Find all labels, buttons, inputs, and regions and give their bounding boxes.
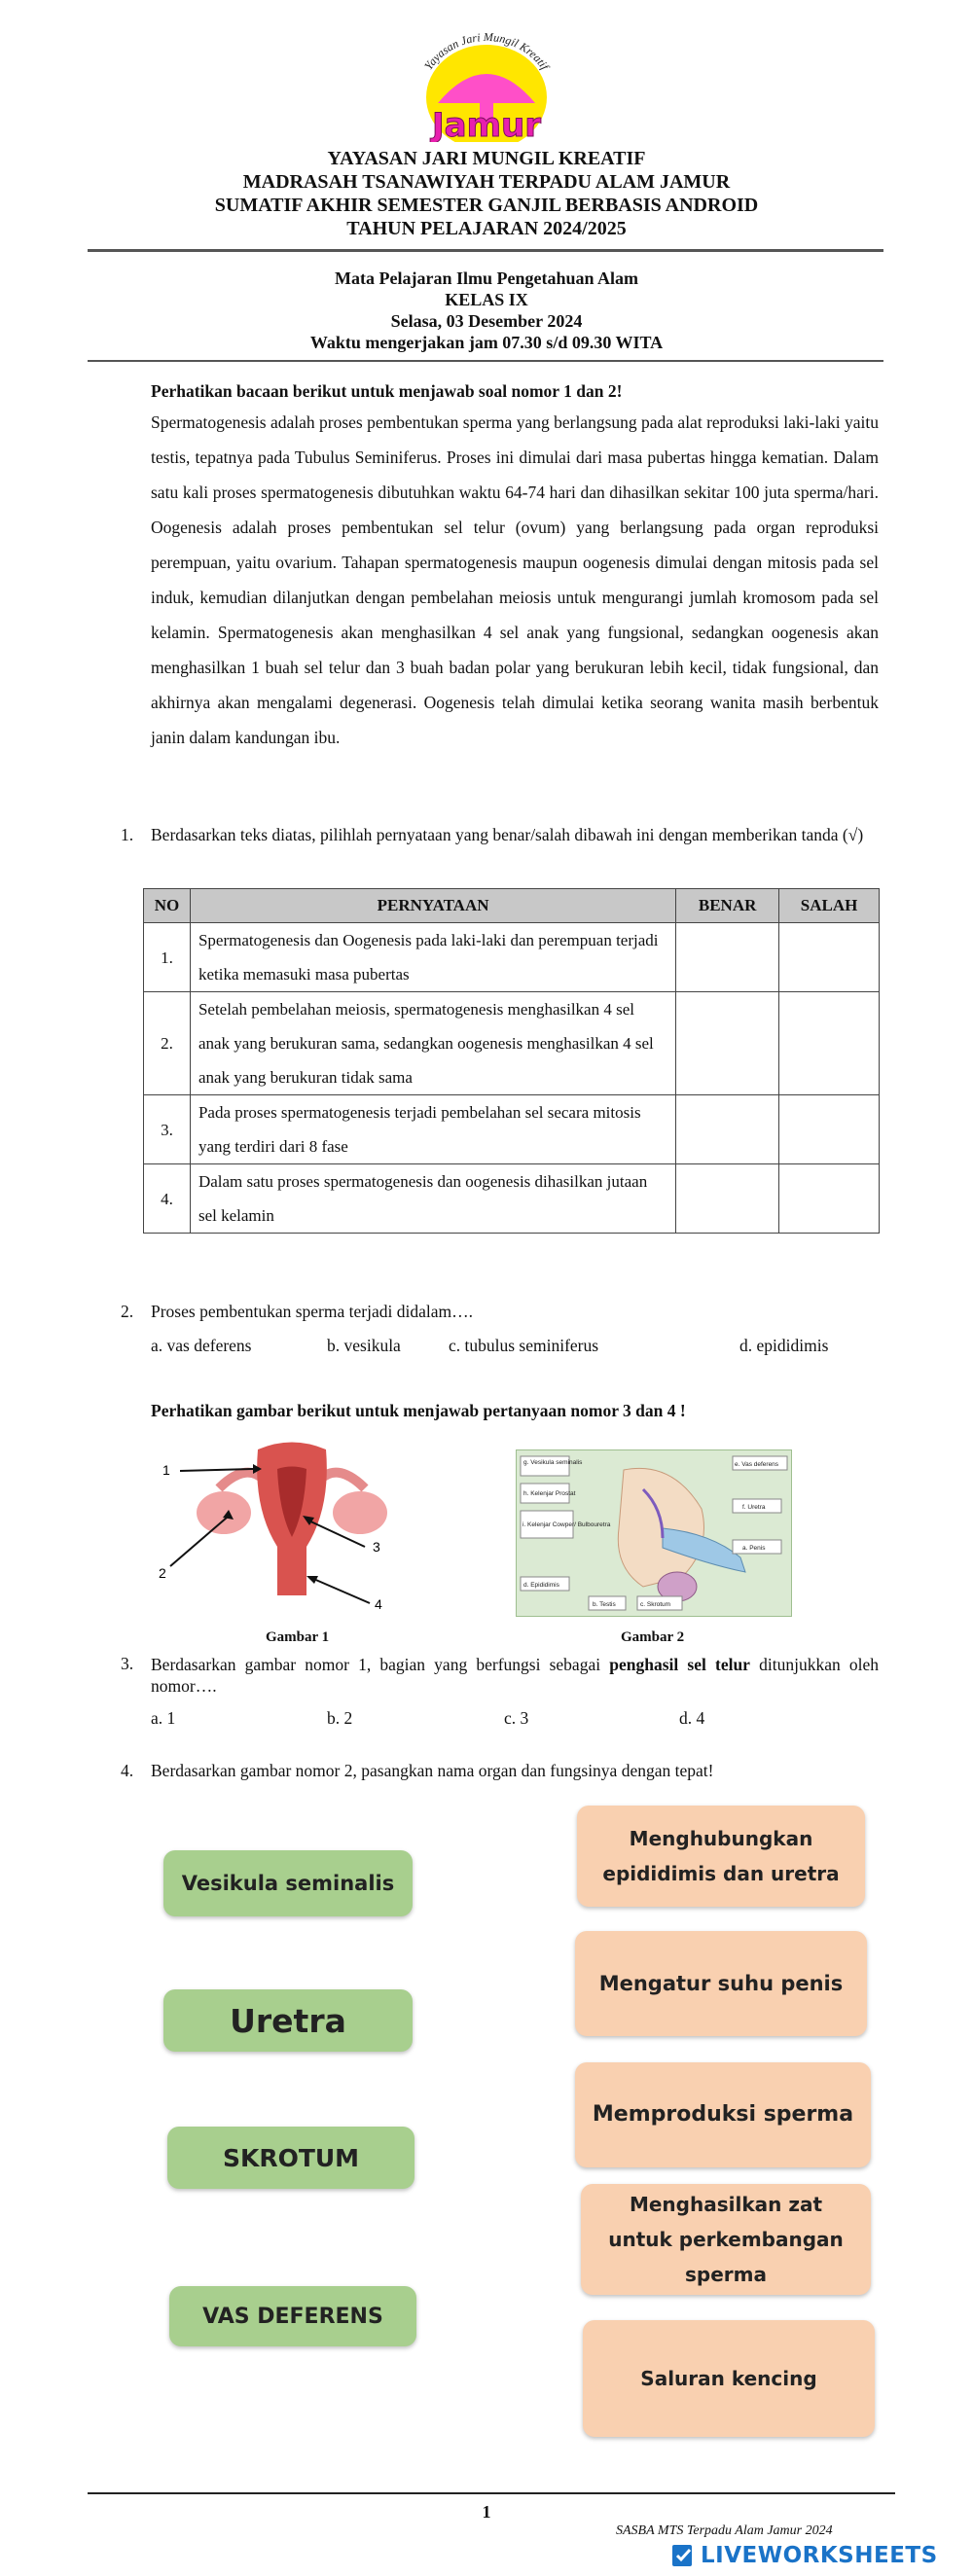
page-number: 1 [482, 2502, 491, 2522]
fig2-label-h: h. Kelenjar Prostat [523, 1490, 576, 1497]
q3-text [151, 1654, 879, 1697]
function-connect-epididymis-urethra[interactable]: Menghubungkan epididimis dan uretra [577, 1806, 865, 1907]
true-checkbox-cell[interactable] [676, 923, 779, 992]
fig2-label-c: c. Skrotum [640, 1601, 671, 1608]
col-statement: PERNYATAAN [190, 889, 675, 923]
q2-number: 2. [121, 1302, 134, 1321]
reading-passage: Spermatogenesis adalah proses pembentukan sperma yang berlangsung pada alat reproduksi laki-laki yaitu testis, tepatnya pada Tubulus Seminiferus. Proses ini dimulai dari masa pubertas hingga kematian. Dalam satu kali proses spermatogenesis dibutuhkan waktu 64-74 hari dan dihasilkan sekitar 100 juta sperma/hari. Oogenesis adalah proses pembentukan sel telur (ovum) yang berlangsung pada organ reproduksi perempuan, yaitu ovarium. Tahapan spermatogenesis maupun oogenesis dimulai dengan mitosis pada sel induk, kemudian dilanjutkan dengan pembelahan meiosis untuk mengurangi jumlah kromosom pada sel kelamin. Spermatogenesis akan menghasilkan 4 sel anak yang fungsional, sedangkan oogenesis akan menghasilkan 1 buah sel telur dan 3 buah badan polar yang berukuran lebih kecil, tidak fungsional, dan akhirnya akan mengalami degenerasi. Oogenesis telah dimulai ketika seorang wanita masih berbentuk janin dalam kandungan ibu. [151, 412, 879, 747]
q3-text-part-end: ditunjukkan oleh nomor…. [151, 1655, 879, 1696]
organ-vesikula-seminalis[interactable]: Vesikula seminalis [163, 1850, 413, 1916]
false-checkbox-cell[interactable] [779, 992, 880, 1095]
fig2-label-b: b. Testis [593, 1601, 616, 1608]
q2-option-d[interactable]: d. epididimis [739, 1336, 829, 1355]
false-checkbox-cell[interactable] [779, 923, 880, 992]
row-number: 3. [144, 1095, 191, 1164]
true-checkbox-cell[interactable] [676, 992, 779, 1095]
figure-1-uterus [151, 1440, 433, 1615]
row-number: 4. [144, 1164, 191, 1234]
table-row [144, 1095, 880, 1164]
table-row [144, 923, 880, 992]
exam-class: KELAS IX [445, 290, 528, 309]
header-line-4: TAHUN PELAJARAN 2024/2025 [346, 218, 627, 239]
function-produce-substance[interactable]: Menghasilkan zat untuk perkembangan sperma [581, 2184, 871, 2295]
header-line-2: MADRASAH TSANAWIYAH TERPADU ALAM JAMUR [242, 171, 731, 193]
fig2-label-e: e. Vas deferens [735, 1461, 779, 1468]
liveworksheets-logo-icon [671, 2543, 697, 2568]
q3-text-part: Berdasarkan gambar nomor 1, bagian yang berfungsi sebagai [151, 1655, 610, 1674]
exam-subject: Mata Pelajaran Ilmu Pengetahuan Alam [335, 268, 638, 288]
header-line-3: SUMATIF AKHIR SEMESTER GANJIL BERBASIS ANDROID [214, 195, 759, 216]
function-urinary-channel[interactable]: Saluran kencing [583, 2320, 875, 2437]
q3-option-d[interactable]: d. 4 [679, 1708, 705, 1728]
q1-number: 1. [121, 825, 134, 844]
true-checkbox-cell[interactable] [676, 1095, 779, 1164]
false-checkbox-cell[interactable] [779, 1095, 880, 1164]
fig2-label-a: a. Penis [742, 1545, 766, 1552]
q3-number: 3. [121, 1654, 134, 1673]
figure-1-caption: Gambar 1 [266, 1629, 330, 1645]
fig1-label-2: 2 [159, 1565, 166, 1581]
school-logo [384, 25, 589, 142]
row-statement: Spermatogenesis dan Oogenesis pada laki-laki dan perempuan terjadi ketika memasuki masa pubertas [190, 923, 675, 992]
row-statement: Setelah pembelahan meiosis, spermatogenesis menghasilkan 4 sel anak yang berukuran sama, sedangkan oogenesis menghasilkan 4 sel anak yang berukuran tidak sama [190, 992, 675, 1095]
organ-vas-deferens[interactable]: VAS DEFERENS [169, 2286, 416, 2346]
statement-table [143, 888, 880, 1234]
organ-skrotum[interactable]: SKROTUM [167, 2127, 414, 2189]
q2-option-a[interactable]: a. vas deferens [151, 1336, 252, 1355]
q4-text: Berdasarkan gambar nomor 2, pasangkan nama organ dan fungsinya dengan tepat! [151, 1761, 714, 1780]
organ-uretra[interactable]: Uretra [163, 1989, 413, 2052]
figure-2-caption: Gambar 2 [621, 1629, 685, 1645]
row-statement: Dalam satu proses spermatogenesis dan oogenesis dihasilkan jutaan sel kelamin [190, 1164, 675, 1234]
function-produce-sperm[interactable]: Memproduksi sperma [575, 2062, 871, 2167]
col-true: BENAR [676, 889, 779, 923]
fig1-label-3: 3 [373, 1539, 380, 1555]
col-false: SALAH [779, 889, 880, 923]
info-divider [88, 360, 883, 362]
figure-2-male-system [516, 1449, 792, 1617]
reading-instruction: Perhatikan bacaan berikut untuk menjawab soal nomor 1 dan 2! [151, 381, 623, 401]
footer-divider [88, 2492, 895, 2494]
fig2-label-f: f. Uretra [742, 1504, 766, 1511]
q3-option-a[interactable]: a. 1 [151, 1708, 176, 1728]
logo-arc-text: Yayasan Jari Mungil Kreatif [421, 29, 552, 73]
fig2-label-d: d. Epididimis [523, 1582, 559, 1589]
q3-option-c[interactable]: c. 3 [504, 1708, 529, 1728]
function-regulate-temperature[interactable]: Mengatur suhu penis [575, 1931, 867, 2036]
col-no: NO [144, 889, 191, 923]
fig1-label-4: 4 [375, 1596, 382, 1612]
row-number: 1. [144, 923, 191, 992]
q2-option-b[interactable]: b. vesikula [327, 1336, 401, 1355]
row-number: 2. [144, 992, 191, 1095]
q2-text: Proses pembentukan sperma terjadi didalam…. [151, 1302, 473, 1321]
logo-name: Jamur [432, 106, 541, 142]
q3-option-b[interactable]: b. 2 [327, 1708, 353, 1728]
row-statement: Pada proses spermatogenesis terjadi pembelahan sel secara mitosis yang terdiri dari 8 fase [190, 1095, 675, 1164]
liveworksheets-brand[interactable] [671, 2541, 938, 2570]
true-checkbox-cell[interactable] [676, 1164, 779, 1234]
fig2-label-i: i. Kelenjar Cowper/ Bulbouretra [523, 1521, 611, 1528]
q3-text-bold: penghasil sel telur [609, 1655, 750, 1674]
header-line-1: YAYASAN JARI MUNGIL KREATIF [327, 148, 646, 169]
header-divider [88, 249, 883, 252]
footer-note: SASBA MTS Terpadu Alam Jamur 2024 [616, 2523, 833, 2538]
table-row [144, 1164, 880, 1234]
fig1-label-1: 1 [162, 1462, 170, 1478]
figure-instruction: Perhatikan gambar berikut untuk menjawab pertanyaan nomor 3 dan 4 ! [151, 1401, 686, 1420]
table-row [144, 992, 880, 1095]
table-header-row [144, 889, 880, 923]
false-checkbox-cell[interactable] [779, 1164, 880, 1234]
fig2-label-g: g. Vesikula seminalis [523, 1459, 583, 1466]
liveworksheets-text: LIVEWORKSHEETS [701, 2543, 938, 2568]
exam-time: Waktu mengerjakan jam 07.30 s/d 09.30 WITA [309, 333, 664, 352]
q1-text: Berdasarkan teks diatas, pilihlah pernyataan yang benar/salah dibawah ini dengan memberikan tanda (√) [151, 825, 864, 844]
q4-number: 4. [121, 1761, 134, 1780]
q2-option-c[interactable]: c. tubulus seminiferus [449, 1336, 599, 1355]
exam-date: Selasa, 03 Desember 2024 [390, 311, 583, 331]
